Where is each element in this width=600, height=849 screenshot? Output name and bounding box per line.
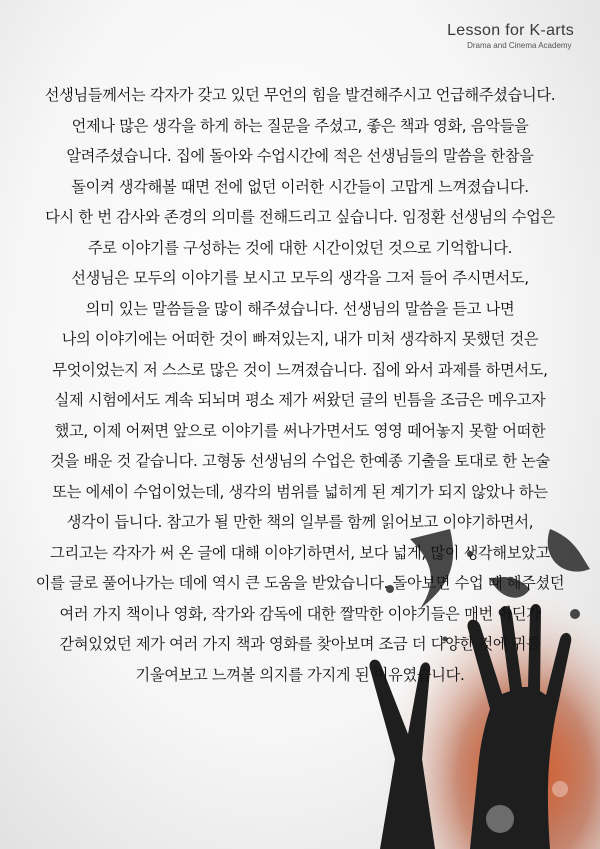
text-line: 여러 가지 책이나 영화, 작가와 감독에 대한 짤막한 이야기들은 매번 어딘가 bbox=[59, 604, 541, 623]
letter-body bbox=[10, 80, 590, 690]
text-line: 언제나 많은 생각을 하게 하는 질문을 주셨고, 좋은 책과 영화, 음악들을 bbox=[71, 116, 529, 135]
text-line: 기울여보고 느껴볼 의지를 가지게 된 이유였습니다. bbox=[135, 665, 465, 684]
text-line: 또는 에세이 수업이었는데, 생각의 범위를 넓히게 된 계기가 되지 않았나 하는 bbox=[52, 482, 548, 501]
text-line: 생각이 듭니다. 참고가 될 만한 책의 일부를 함께 읽어보고 이야기하면서, bbox=[66, 513, 534, 531]
text-line: 알려주셨습니다. 집에 돌아와 수업시간에 적은 선생님들의 말씀을 한참을 bbox=[66, 147, 534, 165]
text-line: 주로 이야기를 구성하는 것에 대한 시간이었던 것으로 기억합니다. bbox=[87, 238, 513, 257]
text-line: 이를 글로 풀어나가는 데에 역시 큰 도움을 받았습니다. 돌아보면 수업 때 해주셨던 bbox=[35, 574, 565, 592]
text-line: 선생님은 모두의 이야기를 보시고 모두의 생각을 그저 들어 주시면서도, bbox=[71, 269, 529, 287]
text-line: 갇혀있었던 제가 여러 가지 책과 영화를 찾아보며 조금 더 다양한 것에 귀를 bbox=[59, 635, 541, 653]
text-line: 무엇이었는지 저 스스로 많은 것이 느껴졌습니다. 집에 와서 과제를 하면서도, bbox=[52, 360, 548, 379]
text-line: 것을 배운 것 같습니다. 고형동 선생님의 수업은 한예종 기출을 토대로 한 논술 bbox=[50, 452, 550, 470]
text-line: 했고, 이제 어쩌면 앞으로 이야기를 써나가면서도 영영 떼어놓지 못할 어떠한 bbox=[54, 421, 546, 440]
brand-subtitle: Drama and Cinema Academy bbox=[467, 41, 572, 50]
brand-header bbox=[447, 22, 574, 50]
text-line: 나의 이야기에는 어떠한 것이 빠져있는지, 내가 미처 생각하지 못했던 것은 bbox=[61, 330, 539, 348]
brand-title: Lesson for K-arts bbox=[447, 22, 574, 39]
text-line: 선생님들께서는 각자가 갖고 있던 무언의 힘을 발견해주시고 언급해주셨습니다. bbox=[44, 86, 556, 104]
text-line: 실제 시험에서도 계속 되뇌며 평소 제가 써왔던 글의 빈틈을 조금은 메우고자 bbox=[54, 391, 546, 409]
text-line: 다시 한 번 감사와 존경의 의미를 전해드리고 싶습니다. 임정환 선생님의 수업은 bbox=[45, 208, 555, 226]
text-line: 의미 있는 말씀들을 많이 해주셨습니다. 선생님의 말씀을 듣고 나면 bbox=[85, 299, 515, 318]
text-line: 돌이켜 생각해볼 때면 전에 없던 이러한 시간들이 고맙게 느껴졌습니다. bbox=[71, 177, 529, 196]
text-line: 그리고는 각자가 써 온 글에 대해 이야기하면서, 보다 넓게, 많이 생각해보았고 bbox=[50, 543, 550, 562]
